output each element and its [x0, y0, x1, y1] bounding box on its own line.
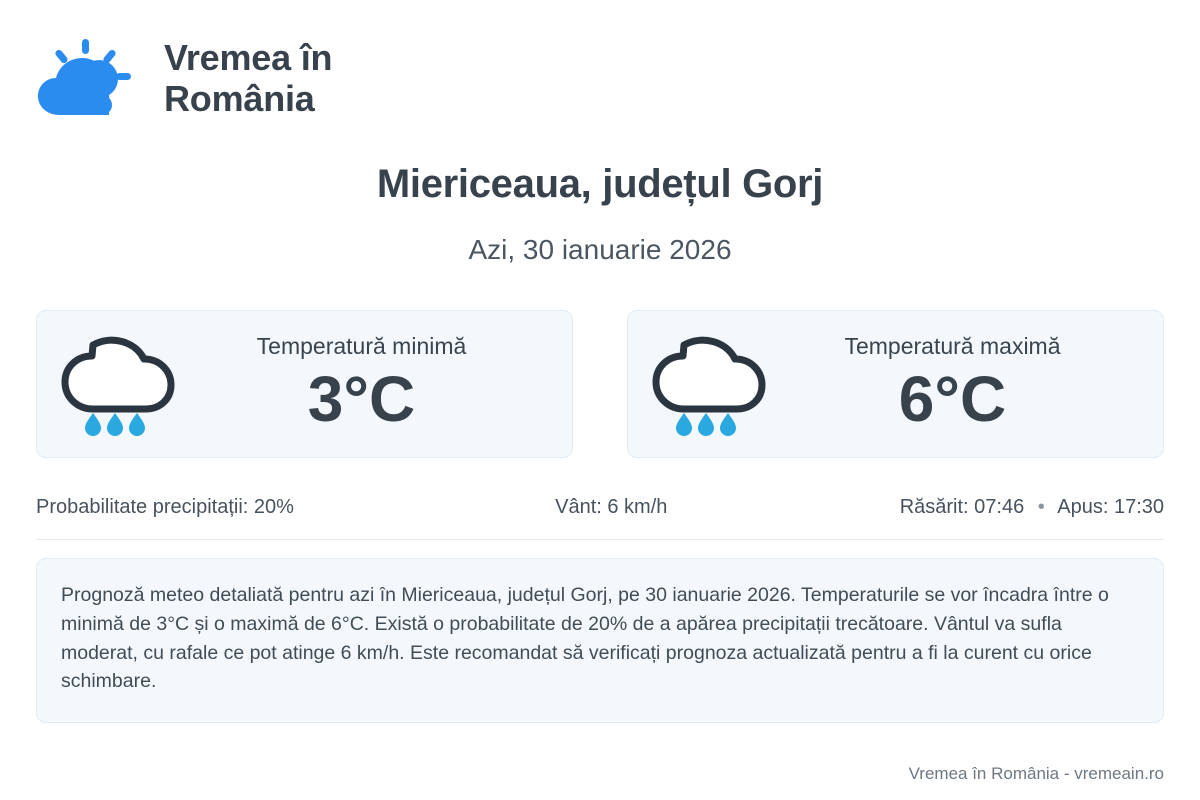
sunset-time: Apus: 17:30 [1057, 495, 1164, 518]
brand-title-line2: România [164, 78, 315, 119]
max-temperature-label: Temperatură maximă [844, 332, 1061, 359]
brand-title [164, 38, 332, 119]
sun-times-separator: • [1037, 495, 1045, 518]
page-date: Azi, 30 ianuarie 2026 [468, 233, 732, 265]
temperature-cards [36, 310, 1164, 458]
brand-title-line1: Vremea în [164, 37, 333, 79]
rain-cloud-icon [650, 329, 774, 439]
sun-times [758, 496, 1164, 519]
min-temperature-value: 3°C [307, 362, 416, 435]
forecast-description: Prognoză meteo detaliată pentru azi în Miericeaua, județul Gorj, pe 30 ianuarie 2026. Temperaturile se vor încadra între o minimă de 3°C și o maximă de 6°C. Există o probabilitate de 20% de a apărea precipitații trecătoare. Vântul va sufla moderat, cu rafale ce pot atinge 6 km/h. Este recomandat să verificați prognoza actualizată pentru a fi la curent cu orice schimbare. [36, 558, 1164, 723]
brand-header [36, 0, 1164, 119]
min-temperature-card [36, 310, 573, 458]
min-temperature-label: Temperatură minimă [256, 332, 467, 359]
footer-credit: Vremea în România - vremeain.ro [908, 764, 1164, 783]
sunrise-time: Răsărit: 07:46 [899, 495, 1025, 518]
precipitation-probability: Probabilitate precipitații: 20% [36, 495, 294, 518]
sun-behind-cloud-icon [36, 37, 146, 121]
max-temperature-card [627, 310, 1164, 458]
wind-speed: Vânt: 6 km/h [555, 495, 668, 518]
rain-cloud-icon [59, 329, 183, 439]
page-title: Miericeaua, județul Gorj [376, 162, 824, 206]
details-row [36, 496, 1164, 540]
max-temperature-value: 6°C [898, 362, 1007, 435]
